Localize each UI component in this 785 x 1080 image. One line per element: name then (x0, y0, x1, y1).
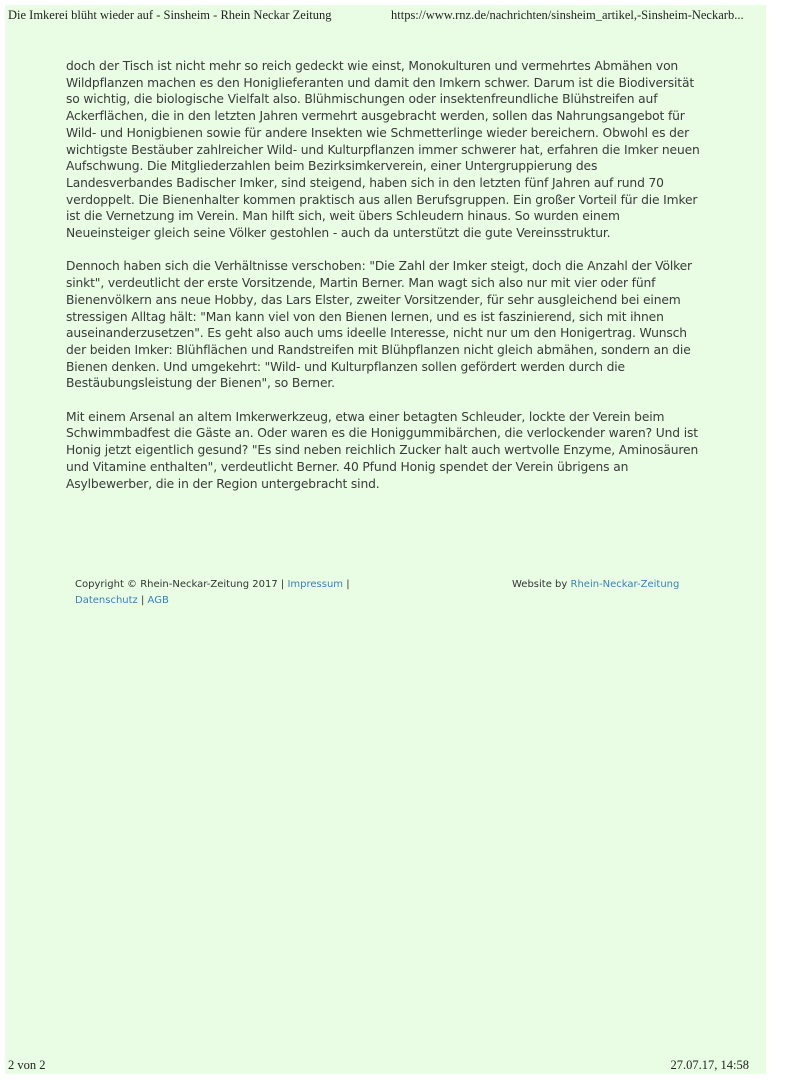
website-by-text: Website by (512, 579, 568, 590)
impressum-link[interactable]: Impressum (287, 579, 344, 590)
print-datetime: 27.07.17, 14:58 (670, 1058, 749, 1072)
print-header-title: Die Imkerei blüht wieder auf - Sinsheim - Rhein Neckar Zeitung (8, 8, 332, 22)
article-paragraph: Dennoch haben sich die Verhältnisse verschoben: "Die Zahl der Imker steigt, doch die Anzahl der Völker sinkt", verdeutlicht der erste Vorsitzende, Martin Berner. Man wagt sich also nur mit vier oder fünf Bienenvölkern ans neue Hobby, das Lars Elster, zweiter Vorsitzender, für sehr ausgleichend bei einem stressigen Alltag hält: "Man kann viel von den Bienen lernen, und es ist faszinierend, sich mit ihnen auseinanderzusetzen". Es geht also auch ums ideelle Interesse, nicht nur um den Honigertrag. Wunsch der beiden Imker: Blühflächen und Randstreifen mit Blühpflanzen nicht gleich abmähen, sondern an die Bienen denken. Und umgekehrt: "Wild- und Kulturpflanzen sollen gefördert werden durch die Bestäubungsleistung der Bienen", so Berner. (66, 259, 692, 391)
agb-link[interactable]: AGB (147, 595, 169, 606)
datenschutz-link[interactable]: Datenschutz (75, 595, 138, 606)
print-page-number: 2 von 2 (8, 1058, 46, 1072)
print-header-url: https://www.rnz.de/nachrichten/sinsheim_artikel,-Sinsheim-Neckarb... (391, 8, 744, 22)
copyright-text: Copyright © Rhein-Neckar-Zeitung 2017 (75, 579, 278, 590)
separator: | (140, 595, 145, 606)
article-paragraph: doch der Tisch ist nicht mehr so reich gedeckt wie einst, Monokulturen und vermehrtes Abmähen von Wildpflanzen machen es den Honiglieferanten und damit den Imkern schwer. Darum ist die Biodiversität so wichtig, die biologische Vielfalt also. Blühmischungen oder insektenfreundliche Blühstreifen auf Ackerflächen, die in den letzten Jahren vermehrt ausgebracht werden, sollen das Nahrungsangebot für Wild- und Honigbienen sowie für andere Insekten wie Schmetterlinge wieder bereichern. Obwohl es der wichtigste Bestäuber zahlreicher Wild- und Kulturpflanzen immer schwerer hat, erfahren die Imker neuen Aufschwung. Die Mitgliederzahlen beim Bezirksimkerverein, einer Untergruppierung des Landesverbandes Badischer Imker, sind steigend, haben sich in den letzten fünf Jahren auf rund 70 verdoppelt. Die Bienenhalter kommen praktisch aus allen Berufsgruppen. Ein großer Vorteil für die Imker ist die Vernetzung im Verein. Man hilft sich, weit übers Schleudern hinaus. So wurden einem Neueinsteiger gleich seine Völker gestohlen - auch da unterstützt die gute Vereinsstruktur. (66, 59, 700, 241)
separator: | (346, 579, 350, 590)
article-paragraph: Mit einem Arsenal an altem Imkerwerkzeug, etwa einer betagten Schleuder, lockte der Verein beim Schwimmbadfest die Gäste an. Oder waren es die Honiggummibärchen, die verlockender waren? Und ist Honig jetzt eigentlich gesund? "Es sind neben reichlich Zucker halt auch wertvolle Enzyme, Aminosäuren und Vitamine enthalten", verdeutlicht Berner. 40 Pfund Honig spendet der Verein übrigens an Asylbewerber, die in der Region untergebracht sind. (66, 409, 699, 491)
separator: | (280, 579, 285, 590)
rnz-link[interactable]: Rhein-Neckar-Zeitung (570, 579, 680, 590)
site-footer-legal (75, 577, 395, 609)
article-body (66, 58, 706, 509)
site-footer-credit (512, 577, 679, 593)
